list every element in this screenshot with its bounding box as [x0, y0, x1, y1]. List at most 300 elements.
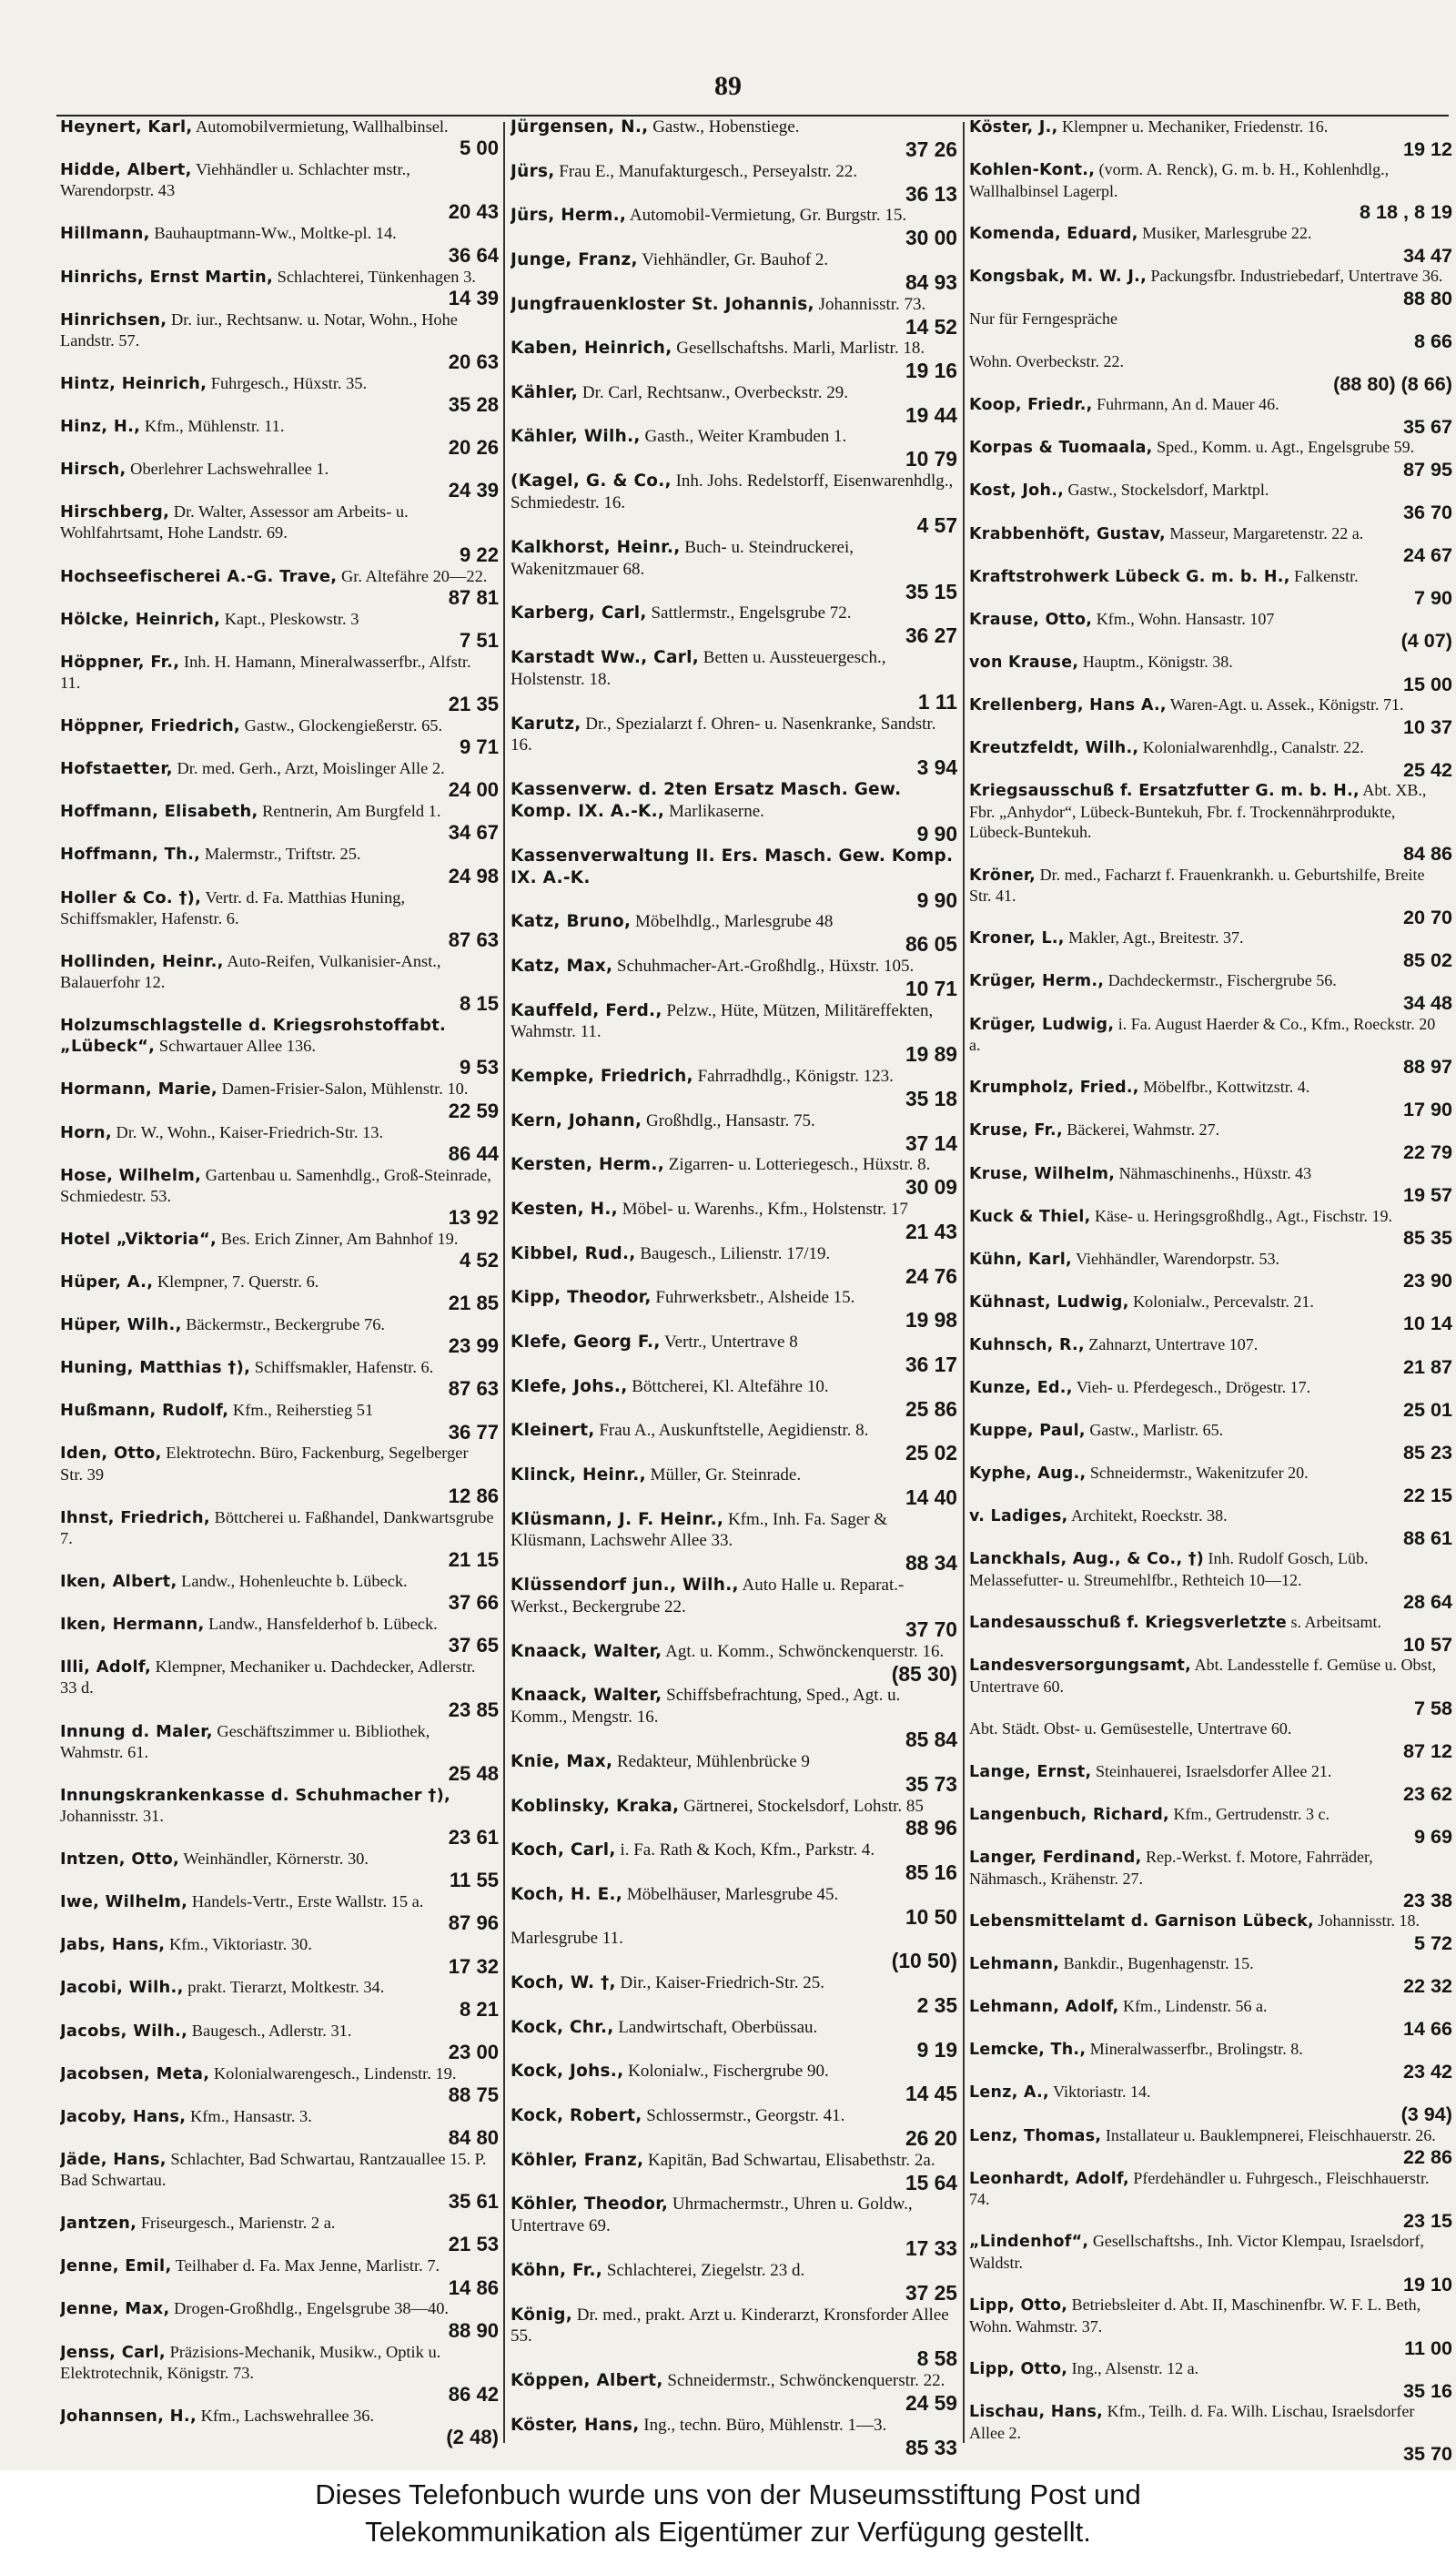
entry-text [969, 927, 1452, 949]
entry-phone-number: 21 85 [448, 1292, 499, 1315]
entry-description: Klempner u. Mechaniker, Friedenstr. 16. [1057, 117, 1329, 136]
entry-name: Karstadt Ww., Carl, [511, 647, 700, 667]
entry-description: Malermstr., Triftstr. 25. [200, 845, 361, 864]
entry-name: Kriegsausschuß f. Ersatzfutter G. m. b. H., [969, 782, 1360, 801]
entry-name: Kaben, Heinrich, [511, 339, 672, 359]
entry-description: Fuhrwerksbetr., Alsheide 15. [651, 1288, 855, 1308]
entry-text [969, 1953, 1452, 1975]
entry-name: Krabbenhöft, Gustav, [969, 524, 1166, 543]
entry-text [969, 1655, 1452, 1697]
entry-text [60, 1357, 499, 1378]
directory-entry [969, 1292, 1452, 1334]
directory-entry [60, 1314, 499, 1357]
entry-description: (vorm. A. Renck), G. m. b. H., Kohlenhdlg., Wallhalbinsel Lagerpl. [969, 160, 1390, 200]
entry-phone-number: 37 70 [905, 1617, 957, 1641]
entry-text [60, 1507, 499, 1549]
entry-text [511, 1332, 957, 1353]
directory-entry [969, 351, 1452, 394]
directory-entry [511, 294, 957, 339]
entry-name: Lenz, A., [969, 2083, 1049, 2103]
entry-description: Viehhändler u. Schlachter mstr., Warendorpstr. 43 [60, 160, 410, 200]
entry-phone-number: 21 87 [1402, 1354, 1452, 1378]
entry-text [60, 373, 499, 394]
entry-text [60, 1122, 499, 1143]
entry-name: Kähler, Wilh., [511, 427, 641, 447]
entry-description: Fahrradhdlg., Königstr. 123. [693, 1067, 894, 1087]
entry-name: Kruse, Wilhelm, [969, 1164, 1116, 1183]
directory-entry [60, 117, 499, 159]
entry-phone-number: 7 51 [460, 628, 499, 652]
directory-column-3 [969, 117, 1452, 2465]
entry-phone-number: 20 63 [448, 350, 499, 373]
entry-phone-number: 25 48 [448, 1761, 499, 1785]
entry-text [969, 566, 1452, 588]
footer-notice [0, 2470, 1456, 2554]
entry-description: Kfm., Teilh. d. Fa. Wilh. Lischau, Israelsdorfer Allee 2. [969, 2402, 1415, 2442]
entry-phone-number: 21 35 [448, 693, 499, 716]
entry-name: Iden, Otto, [60, 1444, 162, 1464]
directory-entry [511, 2305, 957, 2371]
entry-description: prakt. Tierarzt, Moltkestr. 34. [183, 1978, 385, 1997]
entry-name: Hüper, Wilh., [60, 1315, 182, 1335]
entry-text [969, 1077, 1452, 1099]
entry-description: Klempner, 7. Querstr. 6. [153, 1272, 319, 1292]
entry-description: Betten u. Aussteuergesch., Holstenstr. 18. [511, 647, 886, 689]
directory-entry [511, 2194, 957, 2260]
entry-phone-number: 37 65 [448, 1634, 499, 1657]
entry-text [511, 1199, 957, 1221]
entry-text [969, 2125, 1452, 2147]
entry-description: Zahnarzt, Untertrave 107. [1084, 1334, 1259, 1353]
entry-name: Kreutzfeldt, Wilh., [969, 739, 1139, 757]
entry-description: Bäckerei, Wahmstr. 27. [1062, 1120, 1220, 1140]
entry-phone-number: 88 96 [905, 1816, 957, 1840]
entry-description: Inh. Johs. Redelstorff, Eisenwarenhdlg., Schmiedestr. 16. [511, 471, 954, 513]
entry-phone-number: 19 16 [905, 359, 957, 383]
entry-text [969, 1548, 1452, 1590]
entry-phone-number: 9 53 [460, 1056, 499, 1079]
entry-phone-number: 23 85 [448, 1698, 499, 1721]
directory-entry [60, 2106, 499, 2149]
entry-description: Gesellschaftshs. Marli, Marlistr. 18. [672, 339, 925, 359]
entry-phone-number: 88 75 [448, 2083, 499, 2106]
entry-text [60, 566, 499, 587]
entry-description: Hauptm., Königstr. 38. [1078, 652, 1233, 671]
entry-phone-number: 87 12 [1402, 1738, 1452, 1762]
directory-entry [969, 652, 1452, 694]
directory-column-2 [511, 117, 957, 2465]
entry-description: Vertr., Untertrave 8 [660, 1332, 798, 1352]
directory-entry [511, 1464, 957, 1509]
entry-text [969, 351, 1452, 373]
entry-name: Krüger, Ludwig, [969, 1015, 1115, 1034]
entry-phone-number: 23 90 [1402, 1269, 1452, 1292]
entry-phone-number: 21 43 [905, 1219, 957, 1243]
directory-entry [511, 1199, 957, 1243]
directory-entry [511, 537, 957, 603]
entry-text [511, 117, 957, 138]
directory-entry [511, 1110, 957, 1155]
entry-description: Gastw., Glockengießerstr. 65. [240, 716, 443, 735]
entry-description: Baugesch., Lilienstr. 17/19. [635, 1243, 831, 1263]
entry-phone-number: 8 18 , 8 19 [1359, 200, 1452, 224]
entry-text [969, 1377, 1452, 1399]
entry-text [60, 1934, 499, 1955]
directory-entry [969, 266, 1452, 309]
entry-name: Iken, Hermann, [60, 1615, 205, 1635]
entry-description: Kfm., Inh. Fa. Sager & Klüsmann, Lachswehr Allee 33. [511, 1509, 888, 1551]
entry-phone-number: 85 84 [905, 1728, 957, 1752]
entry-text [60, 1891, 499, 1912]
entry-text [511, 1154, 957, 1176]
entry-phone-number: 22 59 [448, 1099, 499, 1122]
entry-phone-number: 10 79 [905, 447, 957, 471]
entry-text [969, 2039, 1452, 2061]
entry-text [60, 1977, 499, 1998]
entry-name: Klinck, Heinr., [511, 1464, 646, 1485]
entry-text [511, 161, 957, 183]
entry-phone-number: 36 77 [448, 1420, 499, 1444]
entry-phone-number: (3 94) [1400, 2103, 1452, 2126]
entry-text [60, 267, 499, 288]
entry-name: Kuhnsch, R., [969, 1335, 1085, 1354]
directory-entry [511, 249, 957, 294]
entry-phone-number: 15 00 [1402, 672, 1452, 695]
entry-description: Schiffsmakler, Hafenstr. 6. [250, 1358, 434, 1377]
entry-description: Falkenstr. [1289, 566, 1359, 585]
directory-entry [511, 2370, 957, 2415]
entry-phone-number: 24 59 [905, 2391, 957, 2416]
entry-description: Landw., Hansfelderhof b. Lübeck. [204, 1615, 438, 1634]
entry-name: Kipp, Theodor, [511, 1288, 652, 1308]
entry-name: Knaack, Walter, [511, 1686, 662, 1706]
entry-phone-number: 8 21 [460, 1997, 499, 2021]
directory-column-1 [60, 117, 499, 2465]
entry-name: Johannsen, H., [60, 2406, 197, 2426]
directory-entry [969, 2082, 1452, 2124]
entry-name: Hintz, Heinrich, [60, 373, 207, 393]
entry-description: Abt. Städt. Obst- u. Gemüsestelle, Untertrave 60. [969, 1719, 1292, 1738]
entry-description: Abt. Landesstelle f. Gemüse u. Obst, Untertrave 60. [969, 1656, 1437, 1696]
entry-description: i. Fa. August Haerder & Co., Kfm., Roeckstr. 20 a. [969, 1014, 1436, 1055]
directory-entry [511, 1420, 957, 1464]
entry-description: Viehhändler, Warendorpstr. 53. [1071, 1249, 1279, 1268]
directory-entry [60, 1571, 499, 1614]
entry-text [511, 1287, 957, 1309]
entry-text [511, 2305, 957, 2348]
directory-entry [60, 459, 499, 502]
entry-name: Karutz, [511, 714, 581, 734]
entry-description: Frau E., Manufakturgesch., Perseyalstr. 22. [554, 161, 858, 181]
entry-phone-number: 87 95 [1402, 458, 1452, 481]
entry-phone-number: 86 44 [448, 1141, 499, 1165]
entry-name: Ihnst, Friedrich, [60, 1507, 210, 1527]
entry-phone-number: 7 90 [1413, 586, 1452, 610]
entry-name: Jürs, Herm., [511, 206, 627, 226]
entry-description: Dir., Kaiser-Friedrich-Str. 25. [615, 1973, 824, 1993]
entry-text [511, 2194, 957, 2237]
entry-description: Kfm., Lindenstr. 56 a. [1118, 1997, 1268, 2016]
directory-entry [969, 1463, 1452, 1505]
entry-description: Automobil-Vermietung, Gr. Burgstr. 15. [626, 206, 907, 226]
entry-name: Langer, Ferdinand, [969, 1849, 1142, 1868]
entry-description: Möbel- u. Warenhs., Kfm., Holstenstr. 17 [617, 1200, 908, 1220]
directory-entry [511, 714, 957, 780]
entry-text [60, 1721, 499, 1763]
entry-name: Lipp, Otto, [969, 2359, 1068, 2378]
entry-name: Jacobs, Wilh., [60, 2021, 188, 2041]
entry-description: Viktoriastr. 14. [1048, 2083, 1151, 2102]
entry-phone-number: (2 48) [446, 2426, 499, 2449]
directory-entry [969, 1163, 1452, 1206]
entry-name: Kost, Joh., [969, 481, 1065, 501]
entry-name: Jenss, Carl, [60, 2342, 167, 2362]
entry-text [969, 1120, 1452, 1141]
entry-description: Klempner, Mechaniker u. Dachdecker, Adlerstr. 33 d. [60, 1657, 476, 1698]
directory-entry [969, 1014, 1452, 1078]
entry-name: Höppner, Fr., [60, 652, 180, 672]
entry-phone-number: 22 15 [1402, 1483, 1452, 1506]
entry-phone-number: 10 71 [905, 976, 957, 1000]
entry-phone-number: 35 28 [448, 393, 499, 417]
entry-description: Dr. med., Facharzt f. Frauenkrankh. u. Geburtshilfe, Breite Str. 41. [969, 865, 1425, 906]
entry-phone-number: 85 02 [1402, 948, 1452, 972]
entry-phone-number: 34 67 [448, 821, 499, 845]
entry-name: Hidde, Albert, [60, 160, 192, 180]
entry-text [969, 394, 1452, 416]
entry-description: Präzisions-Mechanik, Musikw., Optik u. Elektrotechnik, Königstr. 73. [60, 2342, 441, 2382]
entry-text [511, 1928, 957, 1950]
entry-phone-number: 85 16 [905, 1860, 957, 1885]
entry-text [60, 2298, 499, 2319]
entry-text [969, 437, 1452, 459]
entry-text [969, 523, 1452, 545]
entry-name: Katz, Max, [511, 956, 613, 976]
entry-phone-number: 8 15 [460, 992, 499, 1016]
entry-phone-number: 88 90 [448, 2318, 499, 2342]
entry-name: Landesausschuß f. Kriegsverletzte [969, 1614, 1287, 1633]
directory-entry [60, 801, 499, 844]
entry-description: Ing., techn. Büro, Mühlenstr. 1—3. [639, 2415, 887, 2435]
entry-name: Kesten, H., [511, 1200, 618, 1220]
entry-description: Kolonialwarengesch., Lindenstr. 19. [209, 2063, 457, 2083]
entry-name: Jacobsen, Meta, [60, 2063, 210, 2083]
entry-description: Dr. W., Wohn., Kaiser-Friedrich-Str. 13. [111, 1122, 384, 1141]
entry-phone-number: 36 64 [448, 243, 499, 267]
entry-name: (Kagel, G. & Co., [511, 471, 672, 492]
entry-text [60, 2342, 499, 2384]
entry-phone-number: 35 16 [1402, 2378, 1452, 2402]
entry-phone-number: 35 73 [905, 1771, 957, 1796]
entry-name: Iwe, Wilhelm, [60, 1892, 188, 1912]
entry-text [60, 117, 499, 137]
entry-description: Nur für Ferngespräche [969, 309, 1117, 329]
entry-text [60, 1079, 499, 1100]
entry-phone-number: 36 70 [1402, 501, 1452, 524]
entry-name: Kersten, Herm., [511, 1155, 665, 1175]
entry-name: Hirschberg, [60, 502, 170, 522]
entry-name: Kyphe, Aug., [969, 1464, 1087, 1484]
entry-description: Musiker, Marlesgrube 22. [1138, 223, 1312, 242]
entry-phone-number: 3 94 [916, 755, 957, 780]
entry-description: Johannisstr. 31. [60, 1807, 164, 1826]
entry-text [969, 1334, 1452, 1356]
directory-entry [511, 1884, 957, 1929]
directory-entry [969, 1249, 1452, 1292]
entry-phone-number: 23 42 [1402, 2060, 1452, 2083]
entry-phone-number: 87 63 [448, 927, 499, 951]
entry-text [60, 951, 499, 993]
entry-text [969, 159, 1452, 201]
directory-entry [511, 1928, 957, 1972]
entry-phone-number: 35 15 [905, 579, 957, 603]
entry-description: Elektrotechn. Büro, Fackenburg, Segelberger Str. 39 [60, 1444, 469, 1484]
directory-entry [969, 2168, 1452, 2232]
entry-text [60, 1614, 499, 1635]
entry-text [511, 1000, 957, 1044]
entry-phone-number: 84 93 [905, 269, 957, 294]
entry-description: Johannisstr. 73. [814, 294, 926, 314]
entry-phone-number: 88 80 [1402, 286, 1452, 309]
entry-phone-number: 13 92 [448, 1205, 499, 1229]
entry-name: Kröner, [969, 866, 1036, 885]
entry-name: Horn, [60, 1122, 112, 1142]
entry-description: Schlossermstr., Georgstr. 41. [642, 2106, 845, 2125]
entry-text [969, 2231, 1452, 2273]
entry-phone-number: 24 39 [448, 479, 499, 502]
directory-entry [60, 223, 499, 266]
entry-name: Junge, Franz, [511, 249, 638, 269]
directory-entry [60, 715, 499, 758]
entry-name: Kruse, Fr., [969, 1121, 1063, 1140]
entry-text [511, 1884, 957, 1906]
entry-phone-number: 25 02 [905, 1441, 957, 1465]
entry-text [60, 223, 499, 244]
entry-description: Viehhändler, Gr. Bauhof 2. [637, 249, 829, 269]
entry-description: Kolonialw., Percevalstr. 21. [1128, 1292, 1314, 1311]
entry-phone-number: 17 90 [1402, 1098, 1452, 1120]
entry-phone-number: 20 43 [448, 200, 499, 224]
entry-phone-number: 17 33 [905, 2236, 957, 2261]
entry-text [969, 1761, 1452, 1783]
entry-text [969, 2168, 1452, 2210]
entry-description: Kfm., Reiherstieg 51 [228, 1401, 374, 1420]
entry-description: Buch- u. Steindruckerei, Wakenitzmauer 68. [511, 537, 854, 579]
directory-entry [511, 1376, 957, 1421]
directory-entry [60, 566, 499, 609]
entry-text [60, 2021, 499, 2042]
entry-phone-number: 5 00 [460, 137, 499, 160]
directory-entry [60, 844, 499, 887]
entry-phone-number: 23 62 [1402, 1781, 1452, 1805]
directory-entry [511, 1154, 957, 1199]
entry-name: Hoffmann, Th., [60, 845, 201, 865]
entry-text [511, 1110, 957, 1132]
entry-description: Johannisstr. 18. [1314, 1911, 1421, 1931]
entry-description: Weinhändler, Körnerstr. 30. [179, 1850, 369, 1869]
entry-phone-number: 14 66 [1402, 2016, 1452, 2040]
entry-name: Koch, H. E., [511, 1884, 623, 1904]
entry-description: Mineralwasserfbr., Brolingstr. 8. [1086, 2040, 1303, 2059]
entry-text [60, 1314, 499, 1335]
entry-phone-number: 4 57 [916, 513, 957, 537]
entry-name: Hüper, A., [60, 1272, 154, 1292]
directory-entry [969, 523, 1452, 566]
entry-text [60, 502, 499, 543]
directory-entry [60, 2298, 499, 2341]
entry-phone-number: 85 35 [1402, 1226, 1452, 1250]
entry-phone-number: 25 86 [905, 1396, 957, 1421]
entry-phone-number: 34 48 [1402, 991, 1452, 1015]
directory-entry [969, 1077, 1452, 1120]
entry-description: Architekt, Roeckstr. 38. [1067, 1506, 1228, 1525]
directory-entry [60, 309, 499, 373]
entry-description: Dr. Walter, Assessor am Arbeits- u. Wohlfahrtsamt, Hohe Landstr. 69. [60, 502, 409, 542]
directory-entry [60, 758, 499, 801]
entry-text [60, 1015, 499, 1057]
entry-name: Kraftstrohwerk Lübeck G. m. b. H., [969, 567, 1290, 586]
directory-entry [511, 1509, 957, 1576]
entry-name: Lipp, Otto, [969, 2296, 1068, 2316]
entry-phone-number: 25 01 [1402, 1397, 1452, 1421]
directory-entry [60, 1891, 499, 1934]
directory-entry [969, 2358, 1452, 2401]
directory-entry [511, 779, 957, 846]
entry-name: Kibbel, Rud., [511, 1243, 636, 1263]
entry-text [511, 846, 957, 889]
entry-name: König, [511, 2305, 573, 2325]
entry-description: Kfm., Gertrudenstr. 3 c. [1168, 1805, 1330, 1824]
entry-description: Nähmaschinenhs., Hüxstr. 43 [1115, 1163, 1312, 1182]
directory-entry [60, 1507, 499, 1571]
entry-phone-number: 23 38 [1402, 1888, 1452, 1911]
entry-phone-number: 36 13 [905, 181, 957, 206]
entry-name: Hußmann, Rudolf, [60, 1401, 229, 1421]
directory-entry [511, 2415, 957, 2459]
entry-name: Heynert, Karl, [60, 117, 193, 137]
entry-phone-number: 37 25 [905, 2280, 957, 2305]
entry-phone-number: 86 42 [448, 2382, 499, 2406]
entry-description: Ing., Alsenstr. 12 a. [1067, 2358, 1199, 2377]
entry-name: Höppner, Friedrich, [60, 716, 241, 736]
directory-entry [511, 2105, 957, 2150]
entry-name: Jürs, [511, 161, 555, 181]
entry-text [60, 887, 499, 929]
entry-text [60, 1272, 499, 1292]
entry-text [60, 2406, 499, 2427]
directory-entry [60, 2213, 499, 2255]
entry-text [60, 1785, 499, 1827]
entry-text [60, 1400, 499, 1421]
entry-description: Dr. iur., Rechtsanw. u. Notar, Wohn., Hohe Landstr. 57. [60, 309, 458, 350]
entry-name: Hofstaetter, [60, 759, 173, 779]
entry-name: Lischau, Hans, [969, 2403, 1104, 2422]
entry-description: Kfm., Hansastr. 3. [186, 2106, 312, 2125]
directory-entry [60, 887, 499, 951]
entry-text [969, 2358, 1452, 2380]
entry-phone-number: 88 97 [1402, 1054, 1452, 1078]
entry-text [969, 117, 1452, 138]
entry-description: Kfm., Mühlenstr. 11. [140, 417, 285, 436]
entry-name: Kassenverw. d. 2ten Ersatz Masch. Gew. Komp. IX. A.-K., [511, 780, 902, 822]
entry-description: Automobilvermietung, Wallhalbinsel. [192, 117, 449, 136]
entry-description: Kolonialw., Fischergrube 90. [623, 2062, 829, 2082]
entry-name: Kühnast, Ludwig, [969, 1292, 1129, 1312]
entry-text [60, 1849, 499, 1870]
directory-entry [969, 1548, 1452, 1612]
entry-name: Hochseefischerei A.-G. Trave, [60, 566, 338, 586]
entry-description: Schlachter, Bad Schwartau, Rantzauallee 15. P. Bad Schwartau. [60, 2149, 487, 2190]
